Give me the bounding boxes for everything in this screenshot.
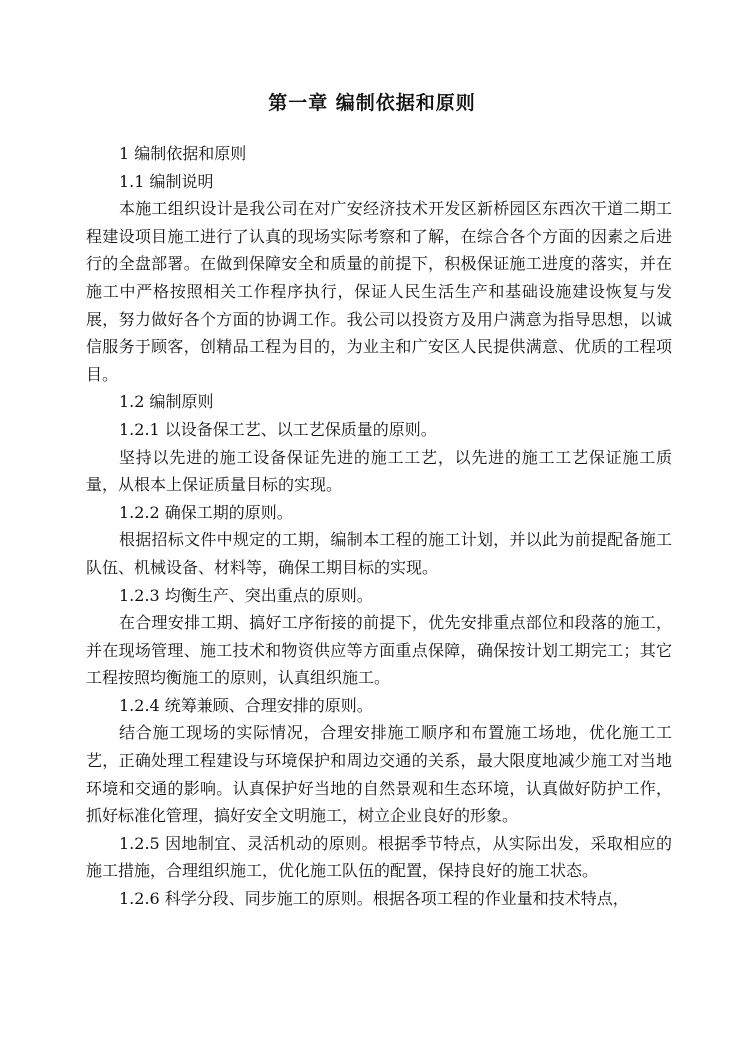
chapter-title: 第一章 编制依据和原则: [268, 92, 476, 114]
document-body: [86, 140, 672, 913]
principle-heading: 1.2.1 以设备保工艺、以工艺保质量的原则。: [119, 419, 437, 439]
section-heading: 1 编制依据和原则: [119, 144, 247, 163]
subsection-heading: 1.1 编制说明: [119, 171, 214, 191]
body-paragraph: 根据招标文件中规定的工期，编制本工程的施工计划，并以此为前提配备施工队伍、机械设备、材料等，确保工期目标的实现。: [86, 530, 672, 577]
body-paragraph: 结合施工现场的实际情况，合理安排施工顺序和布置施工场地，优化施工工艺，正确处理工程建设与环境保护和周边交通的关系，最大限度地减少施工对当地环境和交通的影响。认真保护好当地的自然景观和生态环境，认真做好防护工作，抓好标准化管理，搞好安全文明施工，树立企业良好的形象。: [86, 723, 672, 826]
principle-heading: 1.2.2 确保工期的原则。: [119, 502, 293, 522]
principle-paragraph: 1.2.5 因地制宜、灵活机动的原则。根据季节特点，从实际出发，采取相应的施工措施，合理组织施工，优化施工队伍的配置，保持良好的施工状态。: [86, 833, 672, 881]
subsection-heading: 1.2 编制原则: [119, 392, 214, 412]
principle-paragraph: 1.2.6 科学分段、同步施工的原则。根据各项工程的作业量和技术特点，: [119, 889, 629, 909]
principle-heading: 1.2.3 均衡生产、突出重点的原则。: [119, 585, 373, 605]
body-paragraph: 在合理安排工期、搞好工序衔接的前提下，优先安排重点部位和段落的施工，并在现场管理、施工技术和物资供应等方面重点保障，确保按计划工期完工；其它工程按照均衡施工的原则，认真组织施工。: [86, 613, 672, 688]
body-paragraph: 坚持以先进的施工设备保证先进的施工工艺，以先进的施工工艺保证施工质量，从根本上保证质量目标的实现。: [86, 447, 672, 495]
body-paragraph: 本施工组织设计是我公司在对广安经济技术开发区新桥园区东西次干道二期工程建设项目施工进行了认真的现场实际考察和了解，在综合各个方面的因素之后进行的全盘部署。在做到保障安全和质量的前提下，积极保证施工进度的落实，并在施工中严格按照相关工作程序执行，保证人民生活生产和基础设施建设恢复与发展，努力做好各个方面的协调工作。我公司以投资方及用户满意为指导思想，以诚信服务于顾客，创精品工程为目的，为业主和广安区人民提供满意、优质的工程项目。: [86, 199, 672, 384]
principle-heading: 1.2.4 统筹兼顾、合理安排的原则。: [119, 695, 373, 715]
